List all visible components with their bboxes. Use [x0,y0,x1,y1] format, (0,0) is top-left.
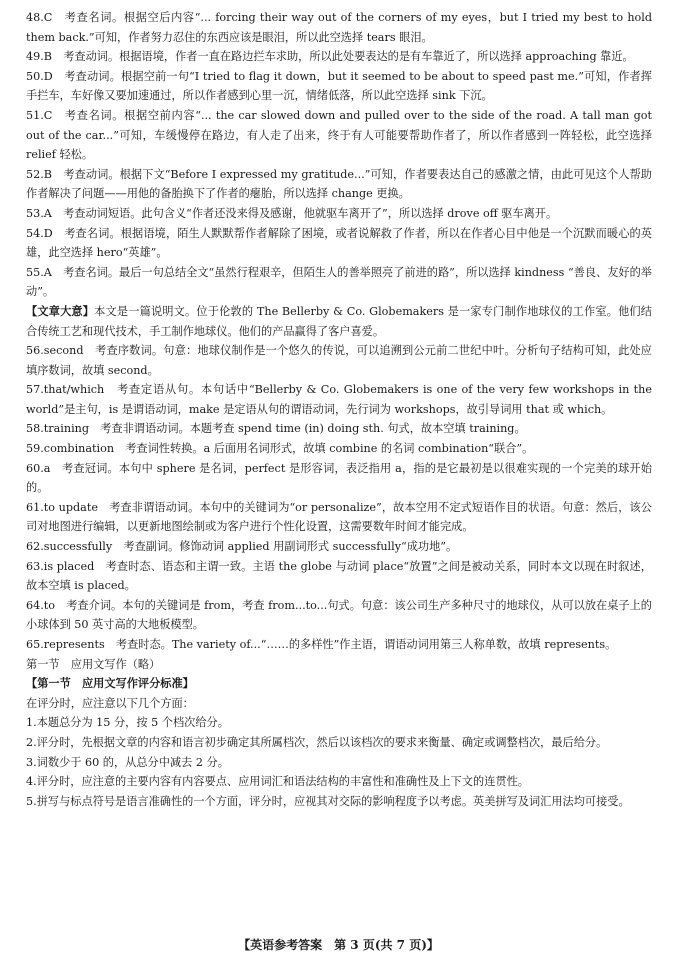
article-summary [26,302,652,341]
answer-text: C 考查名词。根据空后内容“... forcing their way out of the corners of my eyes，but I tried my best to hold them back.”可知，作者努力忍住的东西应该是眼泪，所以此空选择 tears 眼泪。 [26,11,652,44]
answer-item [26,439,652,459]
answer-number: 48. [26,11,44,24]
answer-number: 49. [26,50,44,64]
answer-text: that/which 考查定语从句。本句话中“Bellerby & Co. Globemakers is one of the very few workshops in the world”是主句，is 是谓语动词，make 是定语从句的谓语动词，先行词为 workshops，故引导词用 that 或 which。 [26,383,652,416]
answer-number: 61. [26,500,44,514]
answers-grammar-list [26,341,652,655]
answer-item [26,47,652,67]
answer-text: B 考查动词。根据下文“Before I expressed my gratitude...”可知，作者要表达自己的感激之情，由此可见这个人帮助作者解决了问题——用他的备胎换下了作者的瘪胎，所以选择 change 更换。 [26,167,652,201]
answer-text: a 考查冠词。本句中 sphere 是名词，perfect 是形容词，表泛指用 a，指的是它最初是以很难实现的一个完美的球开始的。 [26,461,652,495]
answer-text: A 考查名词。最后一句总结全文“虽然行程艰辛，但陌生人的善举照亮了前进的路”，所以选择 kindness “善良、友好的举动”。 [26,265,652,299]
writing-section-title: 第一节 应用文写作（略） [26,657,161,671]
answer-text: D 考查动词。根据空前一句“I tried to flag it down，but it seemed to be about to speed past me.”可知，作者挥手拦车，车好像又要加速通过，所以作者感到心里一沉，情绪低落，所以此空选择 sink 下沉。 [26,69,652,103]
scoring-standard-title: 【第一节 应用文写作评分标准】 [26,676,194,691]
rule-number: 4. [26,775,37,789]
answer-item [26,204,652,224]
answer-number: 53. [26,206,44,220]
summary-text: 本文是一篇说明文。位于伦敦的 The Bellerby & Co. Globemakers 是一家专门制作地球仪的工作室。他们结合传统工艺和现代技术，手工制作地球仪。他们的产品赢得了客户喜爱。 [26,304,652,338]
answer-number: 55. [26,265,44,279]
answer-document [26,8,652,811]
answer-item [26,263,652,302]
answers-cloze-list [26,8,652,302]
scoring-rule [26,733,652,753]
answer-number: 59. [26,442,44,456]
answer-number: 58. [26,422,44,436]
rule-number: 5. [26,794,37,808]
scoring-rule [26,792,652,812]
answer-text: C 考查名词。根据空前内容“... the car slowed down and pulled over to the side of the road. A tall man got out of the car...”可知，车缓慢停在路边，有人走了出来，终于有人可能要帮助作者了，所以作者感到一阵轻松，此空选择 relief 轻松。 [26,108,652,162]
answer-number: 63. [26,559,44,573]
scoring-intro: 在评分时，应注意以下几个方面： [26,696,194,710]
answer-number: 54. [26,226,44,240]
answer-item [26,557,652,596]
answer-text: is placed 考查时态、语态和主谓一致。主语 the globe 与动词 place“放置”之间是被动关系，同时本文以现在时叙述，故本空填 is placed。 [26,559,652,593]
answer-number: 60. [26,461,44,475]
answer-item [26,419,652,439]
rule-number: 1. [26,716,37,730]
answer-number: 50. [26,69,44,83]
rule-text: 词数少于 60 的，从总分中减去 2 分。 [36,755,229,769]
answer-item [26,67,652,106]
answer-item [26,341,652,380]
answer-item [26,596,652,635]
answer-item [26,106,652,165]
rule-text: 本题总分为 15 分，按 5 个档次给分。 [36,716,229,730]
answer-text: A 考查动词短语。此句含义“作者还没来得及感谢，他就驱车离开了”，所以选择 drove off 驱车离开。 [43,206,558,220]
answer-item [26,8,652,47]
rule-number: 3. [26,755,37,769]
answer-number: 56. [26,344,44,358]
rule-text: 拼写与标点符号是语言准确性的一个方面，评分时，应视其对交际的影响程度予以考虑。英美拼写及词汇用法均可接受。 [36,794,630,808]
answer-text: successfully 考查副词。修饰动词 applied 用副词形式 successfully“成功地”。 [43,540,458,554]
answer-number: 62. [26,540,44,554]
answer-text: combination 考查词性转换。a 后面用名词形式，故填 combine 的名词 combination“联合”。 [43,442,534,456]
answer-number: 51. [26,108,44,122]
page-footer: 【英语参考答案 第 3 页(共 7 页)】 [238,938,439,952]
answer-item [26,498,652,537]
answer-number: 57. [26,383,44,397]
scoring-rule [26,772,652,792]
answer-text: represents 考查时态。The variety of...“……的多样性”作主语，谓语动词用第三人称单数，故填 represents。 [43,638,617,651]
answer-text: D 考查名词。根据语境，陌生人默默帮作者解除了困境，或者说解救了作者，所以在作者心目中他是一个沉默而暖心的英雄，此空选择 hero“英雄”。 [26,226,652,260]
scoring-rule [26,753,652,773]
scoring-rule [26,713,652,733]
answer-number: 65. [26,638,44,651]
rule-text: 评分时，先根据文章的内容和语言初步确定其所属档次，然后以该档次的要求来衡量、确定或调整档次，最后给分。 [36,735,608,749]
answer-item [26,224,652,263]
answer-item [26,459,652,498]
summary-label: 【文章大意】 [26,303,95,318]
rule-number: 2. [26,735,37,749]
answer-item [26,537,652,557]
answer-item [26,380,652,419]
answer-text: to 考查介词。本句的关键词是 from，考查 from...to...句式。句意：该公司生产多种尺寸的地球仪，从可以放在桌子上的小球体到 50 英寸高的大地板模型。 [26,598,652,632]
answer-text: second 考查序数词。句意：地球仪制作是一个悠久的传说，可以追溯到公元前二世纪中叶。分析句子结构可知，此处应填序数词，故填 second。 [26,344,652,377]
answer-text: to update 考查非谓语动词。本句中的关键词为“or personalize”，故本空用不定式短语作目的状语。句意：然后，该公司对地图进行编辑，以更新地图绘制或为客户进行个性化设置，这需要数年时间才能完成。 [26,500,652,534]
answer-number: 64. [26,598,44,612]
scoring-rules-list [26,713,652,811]
answer-number: 52. [26,167,44,181]
answer-item [26,635,652,655]
answer-item [26,165,652,204]
answer-text: B 考查动词。根据语境，作者一直在路边拦车求助，所以此处要表达的是有车靠近了，所以选择 approaching 靠近。 [43,50,634,64]
rule-text: 评分时，应注意的主要内容有内容要点、应用词汇和语法结构的丰富性和准确性及上下文的连贯性。 [36,775,529,789]
answer-text: training 考查非谓语动词。本题考查 spend time (in) doing sth. 句式，故本空填 training。 [43,422,526,436]
